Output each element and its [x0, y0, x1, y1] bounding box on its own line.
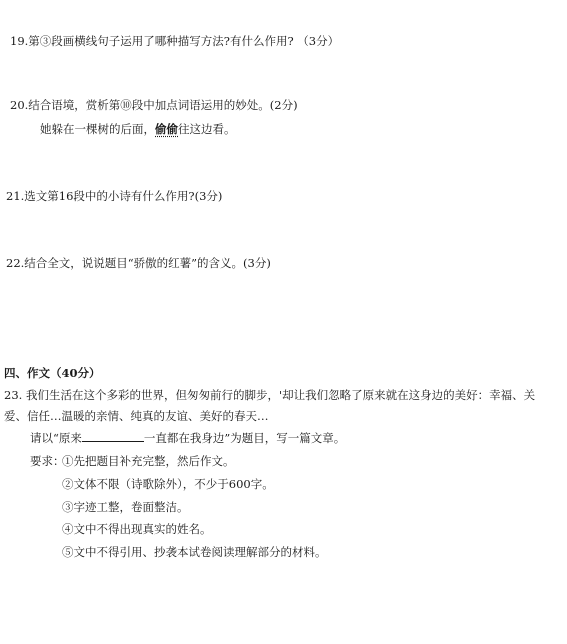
dotted-word: 偷偷: [155, 122, 178, 136]
composition-prompt: [30, 431, 345, 445]
question-22: 22.结合全文，说说题目“骄傲的红薯”的含义。(3分): [6, 256, 271, 270]
prompt-text-before: 请以“原来: [30, 431, 82, 445]
quote-text-after: 往这边看。: [178, 122, 236, 136]
requirement-item: ②文体不限（诗歌除外），不少于600字。: [62, 477, 274, 491]
composition-heading: 四、作文（40分）: [4, 366, 101, 380]
requirement-item: ⑤文中不得引用、抄袭本试卷阅读理解部分的材料。: [62, 545, 327, 559]
title-blank: [82, 431, 144, 442]
requirement-item: ③字迹工整，卷面整洁。: [62, 500, 189, 514]
question-19: 19.第③段画横线句子运用了哪种描写方法?有什么作用? （3分）: [10, 34, 340, 48]
question-20: 20.结合语境，赏析第⑩段中加点词语运用的妙处。(2分): [10, 98, 298, 112]
question-20-quote: [40, 122, 236, 136]
question-21: 21.选文第16段中的小诗有什么作用?(3分): [6, 189, 223, 203]
quote-text-before: 她躲在一棵树的后面，: [40, 122, 155, 136]
prompt-text-after: 一直都在我身边”为题目，写一篇文章。: [143, 431, 346, 445]
requirement-item: ①先把题目补充完整，然后作文。: [62, 454, 235, 468]
requirement-item: ④文中不得出现真实的姓名。: [62, 522, 212, 536]
composition-intro-line2: 爱、信任…温暖的亲情、纯真的友谊、美好的春天…: [4, 409, 269, 423]
requirements-label: 要求：: [30, 454, 65, 468]
composition-intro-line1: 23. 我们生活在这个多彩的世界，但匆匆前行的脚步，'却让我们忽略了原来就在这身边的美好：幸福、关: [4, 388, 536, 402]
